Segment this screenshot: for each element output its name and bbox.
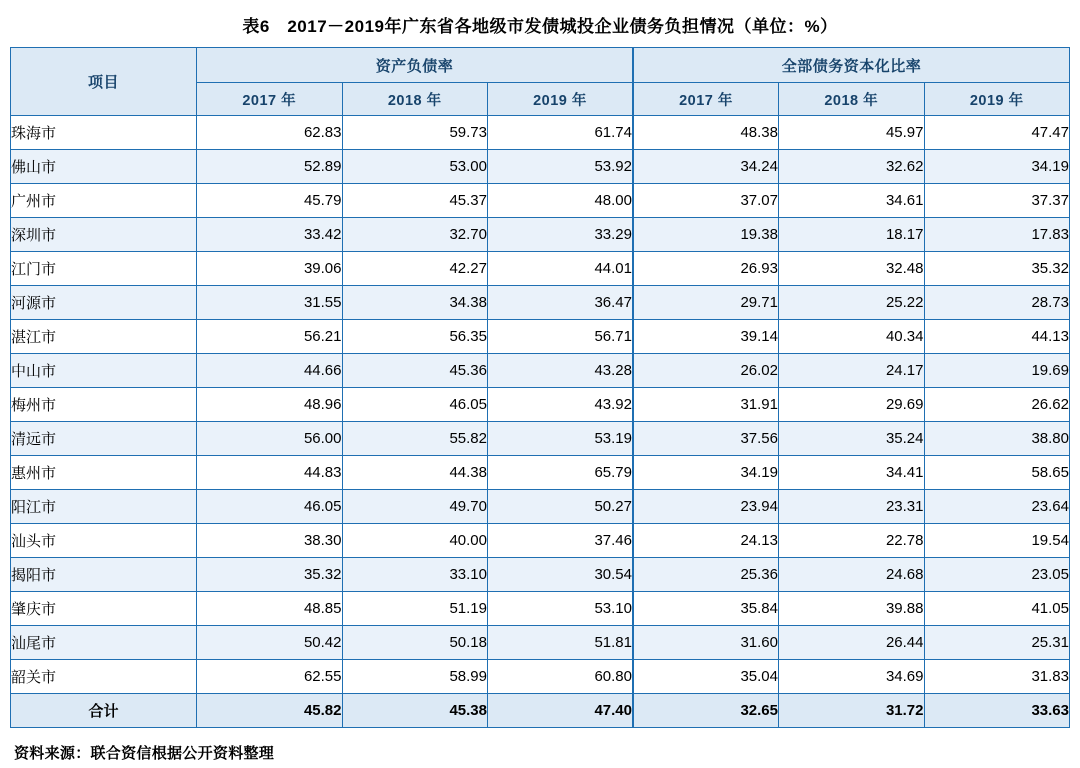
debt-burden-table — [10, 47, 1070, 728]
column-header-item: 项目 — [11, 48, 197, 116]
cell-value: 31.72 — [779, 694, 925, 728]
cell-value: 37.56 — [633, 422, 779, 456]
table-row — [11, 660, 1070, 694]
cell-value: 53.92 — [488, 150, 634, 184]
cell-city-name: 惠州市 — [11, 456, 197, 490]
cell-value: 34.19 — [924, 150, 1070, 184]
table-row — [11, 592, 1070, 626]
cell-value: 28.73 — [924, 286, 1070, 320]
cell-value: 51.81 — [488, 626, 634, 660]
table-row-total — [11, 694, 1070, 728]
cell-value: 53.19 — [488, 422, 634, 456]
table-row — [11, 524, 1070, 558]
cell-value: 23.94 — [633, 490, 779, 524]
cell-value: 39.06 — [197, 252, 343, 286]
cell-value: 45.97 — [779, 116, 925, 150]
cell-value: 44.83 — [197, 456, 343, 490]
cell-city-name: 江门市 — [11, 252, 197, 286]
cell-value: 37.07 — [633, 184, 779, 218]
cell-value: 32.48 — [779, 252, 925, 286]
column-group-asset-liability-ratio: 资产负债率 — [197, 48, 634, 83]
cell-value: 35.84 — [633, 592, 779, 626]
table-row — [11, 150, 1070, 184]
cell-value: 34.24 — [633, 150, 779, 184]
cell-value: 56.71 — [488, 320, 634, 354]
cell-value: 40.00 — [342, 524, 488, 558]
cell-value: 38.80 — [924, 422, 1070, 456]
cell-value: 34.38 — [342, 286, 488, 320]
cell-value: 50.18 — [342, 626, 488, 660]
column-header-ald-2017: 2017 年 — [197, 83, 343, 116]
cell-value: 17.83 — [924, 218, 1070, 252]
cell-value: 34.19 — [633, 456, 779, 490]
page-title: 表6 2017－2019年广东省各地级市发债城投企业债务负担情况（单位：%） — [242, 17, 838, 36]
cell-value: 65.79 — [488, 456, 634, 490]
cell-value: 34.41 — [779, 456, 925, 490]
cell-value: 61.74 — [488, 116, 634, 150]
cell-value: 24.68 — [779, 558, 925, 592]
cell-city-name: 佛山市 — [11, 150, 197, 184]
cell-city-name: 阳江市 — [11, 490, 197, 524]
cell-value: 29.69 — [779, 388, 925, 422]
cell-value: 51.19 — [342, 592, 488, 626]
cell-value: 45.36 — [342, 354, 488, 388]
cell-value: 60.80 — [488, 660, 634, 694]
cell-value: 45.82 — [197, 694, 343, 728]
table-row — [11, 626, 1070, 660]
cell-value: 23.64 — [924, 490, 1070, 524]
cell-value: 56.21 — [197, 320, 343, 354]
cell-value: 53.10 — [488, 592, 634, 626]
cell-value: 24.13 — [633, 524, 779, 558]
cell-value: 48.38 — [633, 116, 779, 150]
cell-value: 44.66 — [197, 354, 343, 388]
cell-value: 19.69 — [924, 354, 1070, 388]
cell-value: 43.92 — [488, 388, 634, 422]
cell-value: 33.63 — [924, 694, 1070, 728]
cell-value: 46.05 — [342, 388, 488, 422]
cell-value: 23.31 — [779, 490, 925, 524]
cell-value: 19.38 — [633, 218, 779, 252]
table-row — [11, 286, 1070, 320]
cell-value: 31.55 — [197, 286, 343, 320]
cell-value: 25.36 — [633, 558, 779, 592]
cell-value: 31.60 — [633, 626, 779, 660]
cell-value: 23.05 — [924, 558, 1070, 592]
cell-city-name: 珠海市 — [11, 116, 197, 150]
cell-value: 34.69 — [779, 660, 925, 694]
cell-value: 58.99 — [342, 660, 488, 694]
cell-city-name: 中山市 — [11, 354, 197, 388]
cell-city-name: 合计 — [11, 694, 197, 728]
cell-city-name: 肇庆市 — [11, 592, 197, 626]
cell-value: 62.83 — [197, 116, 343, 150]
cell-city-name: 揭阳市 — [11, 558, 197, 592]
table-row — [11, 320, 1070, 354]
cell-city-name: 河源市 — [11, 286, 197, 320]
table-row — [11, 252, 1070, 286]
cell-value: 32.65 — [633, 694, 779, 728]
cell-city-name: 清远市 — [11, 422, 197, 456]
cell-value: 44.38 — [342, 456, 488, 490]
cell-value: 26.44 — [779, 626, 925, 660]
cell-value: 33.42 — [197, 218, 343, 252]
cell-value: 41.05 — [924, 592, 1070, 626]
cell-value: 39.14 — [633, 320, 779, 354]
table-row — [11, 116, 1070, 150]
cell-value: 55.82 — [342, 422, 488, 456]
cell-value: 48.96 — [197, 388, 343, 422]
cell-city-name: 梅州市 — [11, 388, 197, 422]
cell-value: 44.01 — [488, 252, 634, 286]
column-header-tdc-2017: 2017 年 — [633, 83, 779, 116]
cell-value: 45.38 — [342, 694, 488, 728]
table-row — [11, 354, 1070, 388]
cell-city-name: 韶关市 — [11, 660, 197, 694]
table-body — [11, 116, 1070, 728]
cell-value: 53.00 — [342, 150, 488, 184]
cell-value: 19.54 — [924, 524, 1070, 558]
cell-value: 56.00 — [197, 422, 343, 456]
cell-value: 46.05 — [197, 490, 343, 524]
column-header-tdc-2018: 2018 年 — [779, 83, 925, 116]
cell-value: 39.88 — [779, 592, 925, 626]
cell-city-name: 湛江市 — [11, 320, 197, 354]
cell-value: 30.54 — [488, 558, 634, 592]
cell-value: 40.34 — [779, 320, 925, 354]
table-row — [11, 388, 1070, 422]
cell-value: 25.22 — [779, 286, 925, 320]
cell-value: 26.62 — [924, 388, 1070, 422]
cell-value: 35.24 — [779, 422, 925, 456]
column-header-ald-2019: 2019 年 — [488, 83, 634, 116]
cell-value: 34.61 — [779, 184, 925, 218]
column-header-tdc-2019: 2019 年 — [924, 83, 1070, 116]
cell-value: 26.02 — [633, 354, 779, 388]
cell-city-name: 汕尾市 — [11, 626, 197, 660]
column-group-total-debt-capitalization-ratio: 全部债务资本化比率 — [633, 48, 1070, 83]
cell-value: 58.65 — [924, 456, 1070, 490]
cell-value: 35.04 — [633, 660, 779, 694]
cell-city-name: 汕头市 — [11, 524, 197, 558]
table-row — [11, 558, 1070, 592]
cell-value: 33.29 — [488, 218, 634, 252]
cell-city-name: 广州市 — [11, 184, 197, 218]
cell-value: 36.47 — [488, 286, 634, 320]
cell-value: 29.71 — [633, 286, 779, 320]
cell-value: 47.40 — [488, 694, 634, 728]
cell-value: 38.30 — [197, 524, 343, 558]
cell-value: 32.70 — [342, 218, 488, 252]
cell-value: 24.17 — [779, 354, 925, 388]
column-header-ald-2018: 2018 年 — [342, 83, 488, 116]
cell-value: 56.35 — [342, 320, 488, 354]
table-row — [11, 422, 1070, 456]
cell-value: 33.10 — [342, 558, 488, 592]
cell-value: 37.46 — [488, 524, 634, 558]
table-header — [11, 48, 1070, 116]
table-row — [11, 490, 1070, 524]
cell-value: 26.93 — [633, 252, 779, 286]
cell-city-name: 深圳市 — [11, 218, 197, 252]
table-row — [11, 456, 1070, 490]
source-note: 资料来源：联合资信根据公开资料整理 — [14, 745, 275, 762]
cell-value: 18.17 — [779, 218, 925, 252]
cell-value: 48.85 — [197, 592, 343, 626]
cell-value: 45.79 — [197, 184, 343, 218]
cell-value: 35.32 — [924, 252, 1070, 286]
cell-value: 25.31 — [924, 626, 1070, 660]
cell-value: 31.83 — [924, 660, 1070, 694]
cell-value: 32.62 — [779, 150, 925, 184]
cell-value: 49.70 — [342, 490, 488, 524]
cell-value: 47.47 — [924, 116, 1070, 150]
table-row — [11, 218, 1070, 252]
cell-value: 48.00 — [488, 184, 634, 218]
cell-value: 62.55 — [197, 660, 343, 694]
cell-value: 50.27 — [488, 490, 634, 524]
table-row — [11, 184, 1070, 218]
cell-value: 43.28 — [488, 354, 634, 388]
cell-value: 52.89 — [197, 150, 343, 184]
cell-value: 50.42 — [197, 626, 343, 660]
cell-value: 45.37 — [342, 184, 488, 218]
cell-value: 59.73 — [342, 116, 488, 150]
cell-value: 35.32 — [197, 558, 343, 592]
cell-value: 42.27 — [342, 252, 488, 286]
header-row-groups — [11, 48, 1070, 83]
cell-value: 22.78 — [779, 524, 925, 558]
cell-value: 37.37 — [924, 184, 1070, 218]
cell-value: 31.91 — [633, 388, 779, 422]
cell-value: 44.13 — [924, 320, 1070, 354]
